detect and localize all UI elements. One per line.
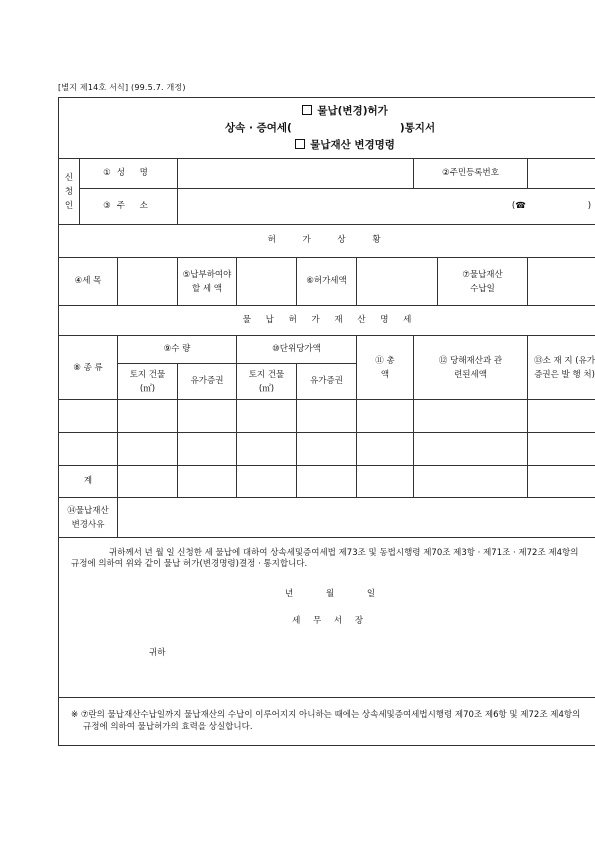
cell[interactable] <box>297 466 357 498</box>
property-section-title: 물 납 허 가 재 산 명 세 <box>59 306 595 336</box>
rrn-label: ②주민등록번호 <box>414 159 528 189</box>
payment-date-field[interactable] <box>528 258 595 306</box>
cell[interactable] <box>237 466 297 498</box>
cell[interactable] <box>178 466 237 498</box>
tax-office-head: 세 무 서 장 <box>292 616 369 627</box>
unit-price-land-building-label: 토지 건물(㎡) <box>237 364 297 400</box>
cell[interactable] <box>118 400 178 433</box>
date-month: 월 <box>325 588 335 599</box>
table-row <box>59 400 595 433</box>
permitted-amount-field[interactable] <box>357 258 438 306</box>
kind-cell[interactable] <box>59 400 118 433</box>
cell[interactable] <box>237 433 297 466</box>
amount-due-label: ⑤납부하여야 할 세 액 <box>178 258 237 306</box>
cell[interactable] <box>357 433 414 466</box>
cell[interactable] <box>118 433 178 466</box>
cell[interactable] <box>528 466 595 498</box>
tax-item-field[interactable] <box>118 258 178 306</box>
cell[interactable] <box>237 400 297 433</box>
checkbox-change-order[interactable] <box>295 139 305 149</box>
unit-price-securities-label: 유가증권 <box>297 364 357 400</box>
address-label: ③주 소 <box>80 189 178 225</box>
form-code: [별지 제14호 서식] (99.5.7. 개정) <box>58 83 186 92</box>
cell[interactable] <box>528 400 595 433</box>
sum-row <box>59 466 595 498</box>
notice-form <box>58 97 595 746</box>
checkbox-permit[interactable] <box>302 105 312 115</box>
rrn-field[interactable] <box>528 159 595 189</box>
quantity-securities-label: 유가증권 <box>178 364 237 400</box>
title-suffix: )통지서 <box>399 121 436 134</box>
address-field[interactable] <box>178 189 595 225</box>
payment-date-label: ⑦물납재산 수납일 <box>438 258 528 306</box>
date-day: 일 <box>366 588 376 599</box>
quantity-label: ⑨수 량 <box>118 336 237 364</box>
total-label: ⑪ 총 액 <box>357 336 414 400</box>
cell[interactable] <box>178 400 237 433</box>
title-prefix: 상속 · 증여세( <box>225 121 292 134</box>
cell[interactable] <box>414 400 528 433</box>
cell[interactable] <box>118 466 178 498</box>
name-label: ①성 명 <box>80 159 178 189</box>
notice-date <box>71 589 589 600</box>
cell[interactable] <box>414 466 528 498</box>
cell[interactable] <box>357 400 414 433</box>
cell[interactable] <box>297 433 357 466</box>
phone-close: ) <box>587 200 592 211</box>
location-label: ⑬소 재 지 (유가증권은 발 행 처) <box>528 336 595 400</box>
footnote-text: ※ ⑦란의 물납재산수납일까지 물납재산의 수납이 이루어지지 아니하는 때에는 상속세및증여세법시행령 제70조 제6항 및 제72조 제4항의 규정에 의하여 물납허가의 효력을 상실합니다. <box>71 710 581 732</box>
quantity-land-building-label: 토지 건물(㎡) <box>118 364 178 400</box>
name-field[interactable] <box>178 159 414 189</box>
cell[interactable] <box>178 433 237 466</box>
change-reason-field[interactable] <box>118 498 595 538</box>
permitted-amount-label: ⑥허가세액 <box>297 258 357 306</box>
change-reason-label: ⑭물납재산 변경사유 <box>59 498 118 538</box>
cell[interactable] <box>297 400 357 433</box>
sum-label: 계 <box>59 466 118 498</box>
phone-open: (☎ <box>511 200 526 211</box>
table-row <box>59 433 595 466</box>
related-tax-label: ⑫ 당해재산과 관련된세액 <box>414 336 528 400</box>
permission-section-title: 허 가 상 황 <box>59 225 595 258</box>
date-year: 년 <box>285 588 294 599</box>
title-permit: 물납(변경)허가 <box>317 104 388 117</box>
amount-due-field[interactable] <box>237 258 297 306</box>
notice-text: 귀하께서 년 월 일 신청한 세 물납에 대하여 상속세및증여세법 제73조 및 동법시행령 제70조 제3항 · 제71조 · 제72조 제4항의 규정에 의하여 위와 같이 물납 허가(변경명령)결정 · 통지합니다. <box>71 548 579 570</box>
title-change-order: 물납재산 변경명령 <box>310 138 395 151</box>
tax-item-label: ④세 목 <box>59 258 118 306</box>
footnote <box>59 698 595 746</box>
cell[interactable] <box>414 433 528 466</box>
recipient: 귀하 <box>149 647 166 658</box>
notice-body <box>59 538 595 698</box>
applicant-group-label: 신청인 <box>59 159 80 225</box>
cell[interactable] <box>528 433 595 466</box>
unit-price-label: ⑩단위당가액 <box>237 336 357 364</box>
kind-label: ⑧ 종 류 <box>59 336 118 400</box>
form-title <box>59 98 595 159</box>
kind-cell[interactable] <box>59 433 118 466</box>
cell[interactable] <box>357 466 414 498</box>
